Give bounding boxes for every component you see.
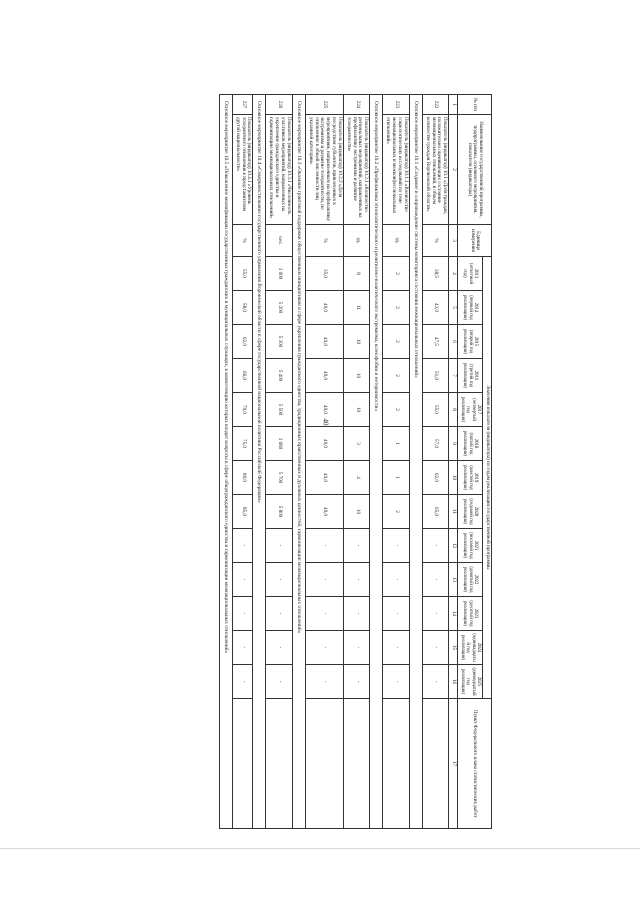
column-number: 14 [449, 597, 458, 631]
table-body [219, 95, 448, 829]
scan-edge-line [0, 848, 640, 849]
row-number: 226 [266, 95, 292, 115]
header-year-cell [458, 597, 483, 631]
header-year-label: (десятый год реализации) [462, 600, 473, 627]
section-title: Основное мероприятие 10.3 «Оказание грантовой поддержки общественным инициативам в сфере укрепления гражданского единства, традиционных нравственных и духовных ценностей, гармонизации межнациональных отношений» [292, 95, 305, 829]
indicator-value: 66,0 [232, 359, 253, 393]
indicator-value: 10 [343, 325, 369, 359]
section-row [292, 95, 305, 829]
header-year-cell [458, 631, 483, 665]
header-year: 2020 [473, 506, 479, 517]
header-year-label: (второй год реализации) [462, 328, 473, 355]
indicator-value: - [266, 631, 292, 665]
indicator-value: - [422, 529, 448, 563]
header-plan: Пункт Федерального плана статистических работ [458, 699, 492, 829]
row-number: 225 [305, 95, 343, 115]
indicator-row [232, 95, 253, 829]
indicator-plan [305, 699, 343, 829]
header-year-cell [458, 495, 483, 529]
indicator-row [343, 95, 369, 829]
header-name: Наименование государственной программы, подпрограммы, основного мероприятия, показателя (индикатора) [458, 115, 492, 225]
indicator-value: - [305, 597, 343, 631]
header-year-cell [458, 563, 483, 597]
indicator-value: 5 400 [266, 359, 292, 393]
indicator-value: - [232, 631, 253, 665]
indicator-value: 11 [343, 291, 369, 325]
indicator-value: - [383, 631, 409, 665]
column-number: 5 [449, 291, 458, 325]
indicator-value: 55,0 [232, 257, 253, 291]
indicator-value: 62,0 [232, 325, 253, 359]
header-numbers-row [449, 95, 458, 829]
indicator-value: - [343, 563, 369, 597]
header-year-label: (первый год реализации) [462, 294, 473, 321]
indicator-value: 1 [383, 427, 409, 461]
indicator-value: - [422, 631, 448, 665]
indicator-value: - [266, 665, 292, 699]
indicator-value: - [422, 665, 448, 699]
column-number: 1 [449, 95, 458, 115]
indicator-unit: ед. [343, 225, 369, 257]
indicator-value: - [232, 563, 253, 597]
indicator-value: 55,0 [422, 393, 448, 427]
header-year: 2022 [473, 574, 479, 585]
indicator-value: 80,0 [232, 461, 253, 495]
row-number: 224 [343, 95, 369, 115]
indicator-unit: % [422, 225, 448, 257]
indicator-value: 5 200 [266, 291, 292, 325]
column-number: 8 [449, 393, 458, 427]
header-year: 2013 [473, 268, 479, 279]
section-row [253, 95, 266, 829]
indicator-name: Показатель (индикатор) 10.1 «Доля граждан, положительно оценивающих состояние межнациональных отношений, в общем количестве граждан Воронежской области» [422, 115, 448, 225]
header-year-label: (шестой год реализации) [462, 464, 473, 491]
indicator-value: - [305, 563, 343, 597]
header-year: 2015 [473, 336, 479, 347]
header-year-label: (четвертый год реализации) [459, 396, 476, 423]
indicator-name: Показатель (индикатор) 10.2.1 «Количество региональных мероприятий, направленных на профилактику экстремизма и развитие толерантности» [343, 115, 369, 225]
indicator-value: - [383, 529, 409, 563]
row-number: 223 [383, 95, 409, 115]
indicator-row [266, 95, 292, 829]
indicator-value: 43,0 [422, 291, 448, 325]
indicator-value: 40,0 [305, 461, 343, 495]
header-year-cell [458, 529, 483, 563]
indicator-value: - [383, 665, 409, 699]
column-number: 9 [449, 427, 458, 461]
section-title: Основное мероприятие 10.4 «Совершенствование государственного управления Воронежской области в сфере государственной национальной политики Российской Федерации» [253, 95, 266, 829]
indicator-unit: % [305, 225, 343, 257]
indicator-value: 75,0 [232, 427, 253, 461]
indicators-table [219, 94, 492, 829]
indicator-value: - [232, 597, 253, 631]
indicator-value: 38,5 [422, 257, 448, 291]
header-year-cell [458, 393, 483, 427]
indicator-value: - [232, 665, 253, 699]
header-year-cell [458, 257, 483, 291]
header-year-label: (отчетный год) [462, 262, 473, 285]
indicator-plan [232, 699, 253, 829]
indicator-value: 51,0 [422, 359, 448, 393]
indicator-value: - [422, 597, 448, 631]
column-number: 10 [449, 461, 458, 495]
indicator-value: 3 [343, 427, 369, 461]
rotated-table-wrapper [72, 94, 492, 828]
indicator-value: 2 [383, 495, 409, 529]
header-year-label: (девятый год реализации) [462, 566, 473, 593]
indicator-value: 10 [343, 359, 369, 393]
indicator-value: 40,0 [305, 359, 343, 393]
indicator-value: 62,0 [422, 461, 448, 495]
indicator-value: 58,0 [232, 291, 253, 325]
header-year-cell [458, 461, 483, 495]
indicator-value: - [343, 665, 369, 699]
indicator-value: - [343, 529, 369, 563]
indicator-value: 85,0 [232, 495, 253, 529]
header-year-cell [458, 427, 483, 461]
indicator-value: 5 700 [266, 461, 292, 495]
indicator-row [383, 95, 409, 829]
indicator-value: 35,0 [305, 257, 343, 291]
indicator-value: 2 [383, 291, 409, 325]
section-row [219, 95, 232, 829]
column-number: 12 [449, 529, 458, 563]
indicator-value: 47,5 [422, 325, 448, 359]
indicator-value: 40,0 [305, 427, 343, 461]
indicator-value: 5 800 [266, 495, 292, 529]
header-year-label: (седьмой год реализации) [462, 498, 473, 525]
indicator-value: - [266, 597, 292, 631]
column-number: 7 [449, 359, 458, 393]
indicator-value: 40,0 [305, 325, 343, 359]
header-year: 2025 [476, 676, 482, 687]
indicator-value: 1 [383, 461, 409, 495]
indicator-value: 10 [343, 393, 369, 427]
indicator-value: 4 [343, 461, 369, 495]
header-year: 2017 [476, 404, 482, 415]
indicator-unit: ед. [383, 225, 409, 257]
header-year-label: (восьмой год реализации) [462, 532, 473, 559]
section-row [370, 95, 383, 829]
indicator-plan [383, 699, 409, 829]
indicator-value: 5 300 [266, 325, 292, 359]
indicator-value: 2 [383, 325, 409, 359]
header-year: 2024 [476, 642, 482, 653]
indicator-value: - [266, 563, 292, 597]
indicator-name: Показатель (индикатор) 10.4.1 «Уровень толерантного отношения к представителям другой национальности» [232, 115, 253, 225]
indicator-value: 57,0 [422, 427, 448, 461]
page-number: 40 [321, 418, 330, 426]
indicator-name: Показатель (индикатор) 10.1.1 «Количество социологических исследований по теме межнациональных и межконфессиональных отношений» [383, 115, 409, 225]
header-year-label: (третий год реализации) [462, 362, 473, 389]
section-title: Основное мероприятие 10.1 «Создание и сопровождение системы мониторинга состояния межнациональных отношений» [409, 95, 422, 829]
header-year: 2014 [473, 302, 479, 313]
indicator-value: - [305, 665, 343, 699]
indicator-row [305, 95, 343, 829]
indicator-value: - [343, 597, 369, 631]
column-number: 3 [449, 225, 458, 257]
indicator-name: Показатель (индикатор) 10.3.1 «Численность участников мероприятий, направленных на укрепление гражданского единства и гармонизацию межнациональных отношений» [266, 115, 292, 225]
indicator-value: 10 [343, 495, 369, 529]
indicator-value: 70,0 [232, 393, 253, 427]
header-year-label: (двенадцатый год реализации) [459, 667, 476, 696]
indicator-value: 40,0 [305, 393, 343, 427]
indicator-value: - [343, 631, 369, 665]
indicator-value: - [422, 563, 448, 597]
indicator-value: 5 500 [266, 393, 292, 427]
header-year-cell [458, 665, 483, 699]
column-number: 15 [449, 631, 458, 665]
column-number: 13 [449, 563, 458, 597]
section-title: Основное мероприятие 10.2 «Профилактика этнополитического и религиозно-политического экстремизма, ксенофобии и нетерпимости» [370, 95, 383, 829]
header-year: 2023 [473, 608, 479, 619]
header-year-label: (одиннадцатый год реализации) [459, 633, 476, 662]
header-year-cell [458, 325, 483, 359]
indicator-value: 65,0 [422, 495, 448, 529]
header-unit: Единица измерения [458, 225, 492, 257]
indicator-value: 40,0 [305, 495, 343, 529]
indicator-value: 40,0 [305, 291, 343, 325]
header-year-cell [458, 291, 483, 325]
column-number: 16 [449, 665, 458, 699]
indicator-unit: % [232, 225, 253, 257]
column-number: 11 [449, 495, 458, 529]
section-title: Основное мероприятие 10.5 «Повышение квалификации государственных гражданских и муниципальных служащих, в компетенцию которых входят вопросы в сфере общегражданского единства и гармонизации межнациональных отношений» [219, 95, 232, 829]
indicator-value: 8 [343, 257, 369, 291]
indicator-plan [343, 699, 369, 829]
header-num: № п/п [458, 95, 492, 115]
indicator-plan [422, 699, 448, 829]
column-number: 2 [449, 115, 458, 225]
indicator-row [422, 95, 448, 829]
indicator-value: - [305, 529, 343, 563]
column-number: 17 [449, 699, 458, 829]
indicator-value: - [383, 597, 409, 631]
indicator-value: 1 000 [266, 257, 292, 291]
indicator-value: 1 680 [266, 427, 292, 461]
indicator-value: 2 [383, 359, 409, 393]
row-number: 227 [232, 95, 253, 115]
header-year-cell [458, 359, 483, 393]
indicator-value: 2 [383, 257, 409, 291]
header-year: 2016 [473, 370, 479, 381]
header-row-1 [483, 95, 492, 829]
header-year: 2018 [473, 438, 479, 449]
header-year: 2021 [473, 540, 479, 551]
header-group-title: Значения показателя (индикатора) по годам реализации государственной программы [483, 257, 492, 699]
indicator-value: - [266, 529, 292, 563]
header-year: 2019 [473, 472, 479, 483]
indicator-value: - [305, 631, 343, 665]
indicator-value: 2 [383, 393, 409, 427]
section-row [409, 95, 422, 829]
indicator-value: - [383, 563, 409, 597]
indicator-value: - [232, 529, 253, 563]
row-number: 222 [422, 95, 448, 115]
indicators-table-container [72, 94, 492, 828]
column-number: 6 [449, 325, 458, 359]
indicator-plan [266, 699, 292, 829]
indicator-name: Показатель (индикатор) 10.2.2 «Доля посредством субъектов, привлеченных к мероприятиям, направленным на профилактику экстремизма и развитие толерантности, по отношению к общей численности лиц указанной категории» [305, 115, 343, 225]
indicator-unit: чел. [266, 225, 292, 257]
column-number: 4 [449, 257, 458, 291]
header-year-label: (пятый год реализации) [462, 430, 473, 457]
